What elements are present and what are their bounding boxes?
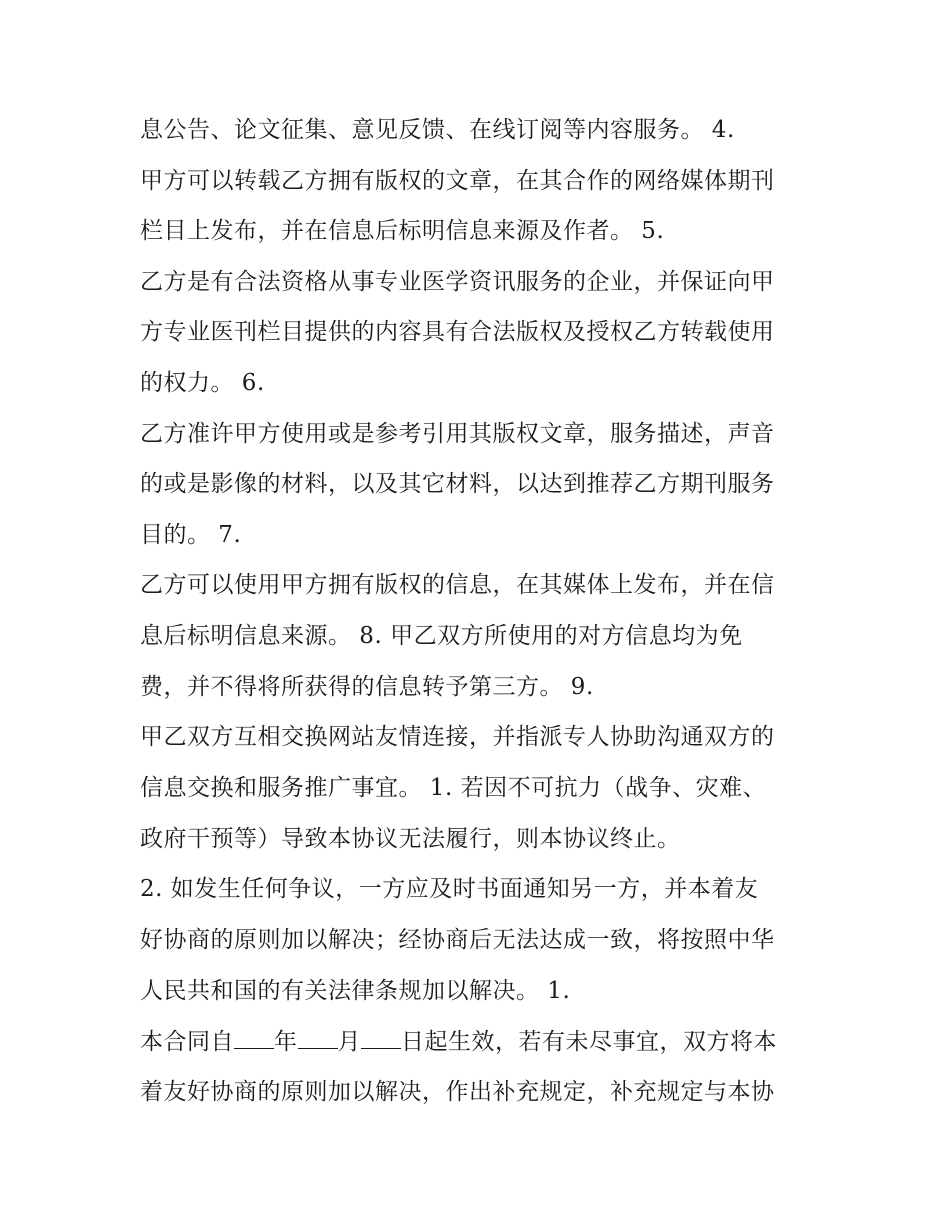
year-blank <box>234 1026 274 1049</box>
text-line: 政府干预等）导致本协议无法履行，则本协议终止。 <box>140 826 681 852</box>
text-line: 信息交换和服务推广事宜。 1. 若因不可抗力（战争、灾难、 <box>140 775 767 801</box>
effective-prefix: 本合同自 <box>140 1029 234 1055</box>
text-line: 2. 如发生任何争议，一方应及时书面通知另一方，并本着友 <box>140 876 759 902</box>
text-line: 甲乙双方互相交换网站友情连接，并指派专人协助沟通双方的 <box>140 724 775 750</box>
month-label: 月 <box>337 1029 361 1055</box>
text-line: 息后标明信息来源。 8. 甲乙双方所使用的对方信息均为免 <box>140 623 743 649</box>
effective-date-line <box>140 1026 777 1057</box>
text-line: 目的。 7. <box>140 522 242 548</box>
year-label: 年 <box>274 1029 298 1055</box>
day-blank <box>361 1026 401 1049</box>
month-blank <box>298 1026 338 1049</box>
text-line: 人民共和国的有关法律条规加以解决。 1. <box>140 978 571 1004</box>
text-line: 乙方准许甲方使用或是参考引用其版权文章，服务描述，声音 <box>140 421 775 447</box>
text-line: 费，并不得将所获得的信息转予第三方。 9. <box>140 674 594 700</box>
text-line: 甲方可以转载乙方拥有版权的文章，在其合作的网络媒体期刊 <box>140 168 775 194</box>
text-line: 的或是影像的材料，以及其它材料，以达到推荐乙方期刊服务 <box>140 471 775 497</box>
effective-suffix: 日起生效，若有未尽事宜，双方将本 <box>401 1029 777 1055</box>
text-line: 着友好协商的原则加以解决，作出补充规定，补充规定与本协 <box>140 1079 775 1105</box>
text-line: 方专业医刊栏目提供的内容具有合法版权及授权乙方转载使用 <box>140 319 775 345</box>
text-line: 乙方是有合法资格从事专业医学资讯服务的企业，并保证向甲 <box>140 269 775 295</box>
text-line: 好协商的原则加以解决；经协商后无法达成一致，将按照中华 <box>140 927 775 953</box>
text-line: 栏目上发布，并在信息后标明信息来源及作者。 5. <box>140 218 665 244</box>
text-line: 息公告、论文征集、意见反馈、在线订阅等内容服务。 4. <box>140 117 735 143</box>
text-line: 的权力。 6. <box>140 370 265 396</box>
text-line: 乙方可以使用甲方拥有版权的信息，在其媒体上发布，并在信 <box>140 572 775 598</box>
